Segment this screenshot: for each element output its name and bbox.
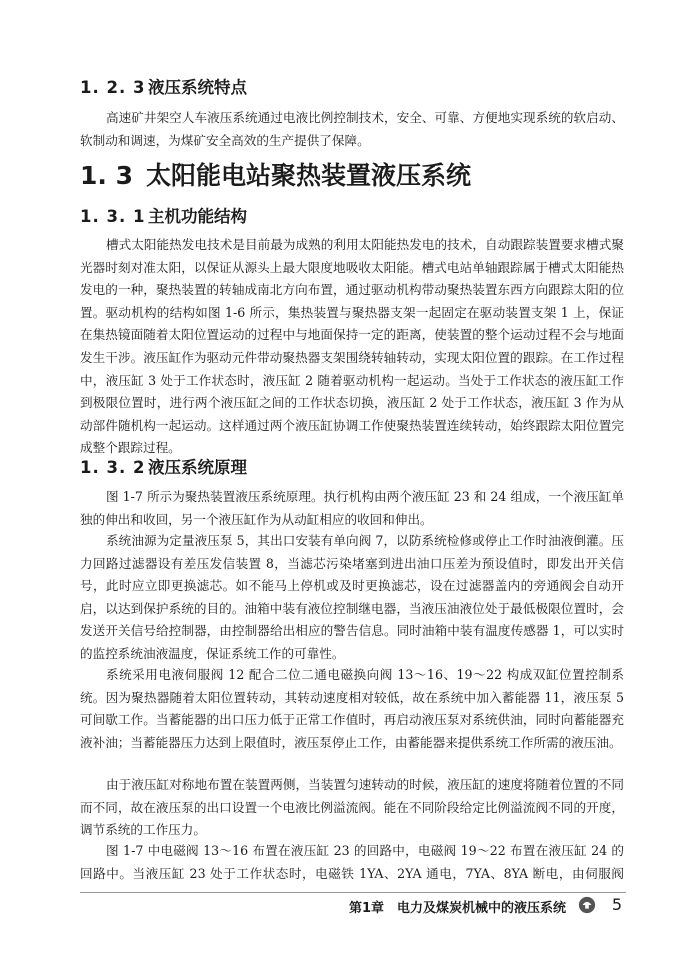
paragraph: 系统采用电液伺服阀 12 配合二位二通电磁换向阀 13～16、19～22 构成双缸位置控制系统。因为聚热器随着太阳位置转动，其转动速度相对较低，故在系统中加入蓄能器 11，液压泵 5 可间歇工作。当蓄能器的出口压力低于正常工作值时，再启动液压泵对系统供油，同时向蓄能器充液补油；当蓄能器压力达到上限值时，液压泵停止工作，由蓄能器来提供系统工作所需的液压油。 (80, 667, 624, 750)
chapter-title: 第1章 电力及煤炭机械中的液压系统 (348, 901, 566, 916)
paragraph: 系统油源为定量液压泵 5，其出口安装有单向阀 7，以防系统检修或停止工作时油液倒灌。压力回路过滤器设有差压发信装置 8，当滤芯污染堵塞到进出油口压差为预设值时，即发出开关信号，此时应立即更换滤芯。如不能马上停机或及时更换滤芯，设在过滤器盖内的旁通阀会自动开启，以达到保护系统的目的。油箱中装有液位控制继电器，当液压油液位处于最低极限位置时，会发送开关信号给控制器，由控制器给出相应的警告信息。同时油箱中装有温度传感器 1，可以实时的监控系统油液温度，保证系统工作的可靠性。 (80, 533, 624, 661)
section-heading-1-3 (80, 160, 471, 192)
section-heading-1-3-2 (80, 458, 247, 478)
section-title: 太阳能电站聚热装置液压系统 (146, 161, 472, 190)
paragraph: 由于液压缸对称地布置在装置两侧，当装置匀速转动的时候，液压缸的速度将随着位置的不同而不同，故在液压泵的出口设置一个电液比例溢流阀。能在不同阶段给定比例溢流阀不同的开度，调节系统的工作压力。 (80, 777, 624, 838)
section-number: 1. 3. 1 (80, 207, 146, 226)
section-number: 1. 2. 3 (80, 78, 146, 97)
section-number: 1. 3. 2 (80, 458, 146, 477)
page-number: 5 (611, 895, 622, 914)
paragraph: 图 1-7 中电磁阀 13～16 布置在液压缸 23 的回路中，电磁阀 19～22 布置在液压缸 24 的回路中。当液压缸 23 处于工作状态时，电磁铁 1YA、2YA 通电，7YA、8YA 断电，由伺服阀 (80, 843, 624, 881)
section-heading-1-3-1 (80, 207, 247, 227)
section-heading-1-2-3 (80, 78, 247, 98)
section-title: 液压系统特点 (148, 78, 247, 97)
paragraph: 高速矿井架空人车液压系统通过电液比例控制技术，安全、可靠、方便地实现系统的软启动、软制动和调速，为煤矿安全高效的生产提供了保障。 (80, 110, 624, 148)
section-title: 液压系统原理 (148, 458, 247, 477)
page-arrow-icon (578, 896, 596, 914)
section-title: 主机功能结构 (148, 207, 247, 226)
page-footer (80, 892, 626, 915)
section-number: 1. 3 (80, 161, 133, 190)
paragraph: 图 1-7 所示为聚热装置液压系统原理。执行机构由两个液压缸 23 和 24 组成，一个液压缸单独的伸出和收回，另一个液压缸作为从动缸相应的收回和伸出。 (80, 489, 624, 527)
paragraph: 槽式太阳能热发电技术是目前最为成熟的利用太阳能热发电的技术，自动跟踪装置要求槽式聚光器时刻对准太阳，以保证从源头上最大限度地吸收太阳能。槽式电站单轴跟踪属于槽式太阳能热发电的一种，聚热装置的转轴成南北方向布置，通过驱动机构带动聚热装置东西方向跟踪太阳的位置。驱动机构的结构如图 1-6 所示，集热装置与聚热器支架一起固定在驱动装置支架 1 上，保证在集热镜面随着太阳位置运动的过程中与地面保持一定的距离，使装置的整个运动过程不会与地面发生干涉。液压缸作为驱动元件带动聚热器支架围绕转轴转动，实现太阳位置的跟踪。在工作过程中，液压缸 3 处于工作状态时，液压缸 2 随着驱动机构一起运动。当处于工作状态的液压缸工作到极限位置时，进行两个液压缸之间的工作状态切换，液压缸 2 处于工作状态，液压缸 3 作为从动部件随机构一起运动。这样通过两个液压缸协调工作使聚热装置连续转动，始终跟踪太阳位置完成整个跟踪过程。 (80, 237, 624, 456)
